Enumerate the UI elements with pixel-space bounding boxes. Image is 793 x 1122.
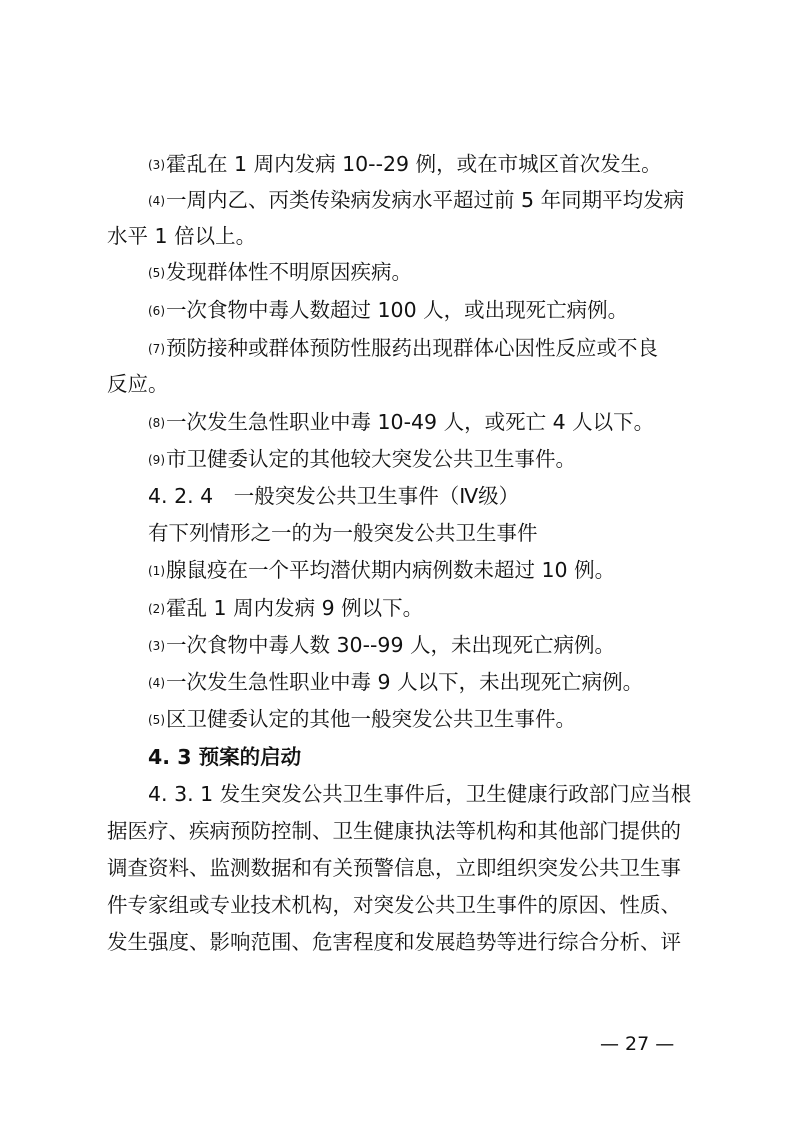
item-text: 区卫健委认定的其他一般突发公共卫生事件。 xyxy=(166,707,576,731)
list-item xyxy=(148,260,738,287)
paragraph-text: 发生强度、影响范围、危害程度和发展趋势等进行综合分析、评 xyxy=(107,930,681,954)
paragraph-line xyxy=(148,782,697,806)
paragraph-text: 4. 3. 1 发生突发公共卫生事件后，卫生健康行政部门应当根 xyxy=(148,782,692,806)
section-heading xyxy=(148,484,738,508)
paragraph-line xyxy=(107,930,697,954)
item-number: (4) xyxy=(148,676,165,690)
list-item xyxy=(148,298,738,325)
item-number: (2) xyxy=(148,602,165,616)
text-line xyxy=(107,372,697,396)
item-text: 腺鼠疫在一个平均潜伏期内病例数未超过 10 例。 xyxy=(166,558,616,582)
list-item xyxy=(148,336,738,363)
item-text: 一次食物中毒人数 30--99 人，未出现死亡病例。 xyxy=(166,633,615,657)
item-text: 一次发生急性职业中毒 10-49 人，或死亡 4 人以下。 xyxy=(166,410,655,434)
item-number: (8) xyxy=(148,416,165,430)
list-item xyxy=(148,152,738,179)
heading-text: 4. 2. 4 一般突发公共卫生事件（Ⅳ级） xyxy=(148,484,520,508)
item-text: 一周内乙、丙类传染病发病水平超过前 5 年同期平均发病 xyxy=(166,188,685,212)
item-text: 一次发生急性职业中毒 9 人以下，未出现死亡病例。 xyxy=(166,670,644,694)
item-text: 预防接种或群体预防性服药出现群体心因性反应或不良 xyxy=(166,336,658,360)
item-number: (5) xyxy=(148,713,165,727)
item-text: 水平 1 倍以上。 xyxy=(107,224,257,248)
list-item xyxy=(148,558,738,585)
text-line xyxy=(148,521,738,545)
item-number: (1) xyxy=(148,564,165,578)
item-text: 霍乱 1 周内发病 9 例以下。 xyxy=(166,596,424,620)
item-text: 发现群体性不明原因疾病。 xyxy=(166,260,412,284)
list-item xyxy=(148,188,738,215)
item-number: (5) xyxy=(148,266,165,280)
item-number: (6) xyxy=(148,304,165,318)
heading-text: 4. 3 预案的启动 xyxy=(148,745,302,769)
page-number: — 27 — xyxy=(600,1033,675,1055)
item-text: 有下列情形之一的为一般突发公共卫生事件 xyxy=(148,521,538,545)
paragraph-line xyxy=(107,893,697,917)
paragraph-text: 据医疗、疾病预防控制、卫生健康执法等机构和其他部门提供的 xyxy=(107,819,681,843)
item-text: 霍乱在 1 周内发病 10--29 例，或在市城区首次发生。 xyxy=(166,152,662,176)
list-item xyxy=(148,410,738,437)
item-text: 市卫健委认定的其他较大突发公共卫生事件。 xyxy=(166,447,576,471)
section-heading xyxy=(148,745,738,769)
item-number: (9) xyxy=(148,453,165,467)
list-item xyxy=(148,596,738,623)
item-number: (3) xyxy=(148,158,165,172)
paragraph-line xyxy=(107,819,697,843)
item-number: (7) xyxy=(148,342,165,356)
item-text: 反应。 xyxy=(107,372,169,396)
paragraph-text: 调查资料、监测数据和有关预警信息，立即组织突发公共卫生事 xyxy=(107,856,681,880)
list-item xyxy=(148,633,738,660)
list-item xyxy=(148,447,738,474)
item-number: (4) xyxy=(148,194,165,208)
item-number: (3) xyxy=(148,639,165,653)
list-item xyxy=(148,707,738,734)
text-line xyxy=(107,224,697,248)
list-item xyxy=(148,670,738,697)
item-text: 一次食物中毒人数超过 100 人，或出现死亡病例。 xyxy=(166,298,629,322)
paragraph-text: 件专家组或专业技术机构，对突发公共卫生事件的原因、性质、 xyxy=(107,893,681,917)
paragraph-line xyxy=(107,856,697,880)
